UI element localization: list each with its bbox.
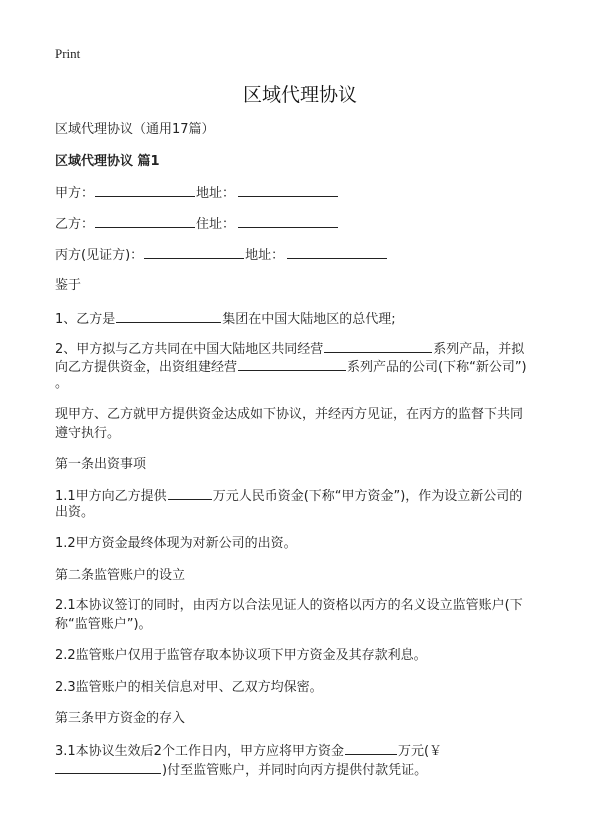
whereas-label: 鉴于 [55, 278, 82, 293]
party-c-line [55, 244, 388, 266]
party-a-name-blank [95, 182, 195, 197]
party-a-line [55, 182, 339, 204]
party-a-address-blank [238, 182, 338, 197]
deposit-amount-blank [345, 740, 397, 755]
party-c-address-blank [287, 244, 387, 259]
a1c1-post: 万元人民币资金(下称“甲方资金”)，作为设立新公司的 [212, 489, 523, 504]
article-1-clause-1-line-2: 出资。 [55, 505, 95, 520]
product-blank-2 [238, 356, 346, 371]
article-2-clause-2: 2.2监管账户仅用于监管存取本协议项下甲方资金及其存款利息。 [55, 648, 427, 663]
clause-2-l1-pre: 2、甲方拟与乙方共同在中国大陆地区共同经营 [55, 342, 324, 357]
document-title: 区域代理协议 [242, 84, 357, 106]
clause-1 [55, 308, 396, 330]
subtitle: 区域代理协议（通用17篇） [55, 122, 215, 137]
clause-1-pre: 1、乙方是 [55, 312, 116, 327]
party-c-name-blank [144, 244, 244, 259]
clause-2-l2-post: 系列产品的公司(下称“新公司”) [347, 360, 527, 375]
article-2-clause-1-line-1: 2.1本协议签订的同时，由丙方以合法见证人的资格以丙方的名义设立监管账户(下 [55, 598, 523, 613]
party-b-line [55, 213, 339, 235]
clause-1-post: 集团在中国大陆地区的总代理; [222, 312, 396, 327]
article-1-clause-1 [55, 485, 522, 507]
party-c-label: 丙方(见证方)： [55, 248, 144, 263]
article-2-clause-3: 2.3监管账户的相关信息对甲、乙双方均保密。 [55, 680, 323, 695]
clause-2-line-3: 。 [55, 376, 69, 391]
product-blank-1 [324, 338, 432, 353]
party-a-label: 甲方： [55, 186, 95, 201]
a1c1-pre: 1.1甲方向乙方提供 [55, 489, 167, 504]
a3c1-pre: 3.1本协议生效后2个工作日内，甲方应将甲方资金 [55, 744, 344, 759]
section-heading: 区域代理协议 篇1 [55, 154, 160, 169]
article-2-heading: 第二条监管账户的设立 [55, 568, 186, 583]
party-a-address-label: 地址： [196, 186, 236, 201]
party-b-name-blank [95, 213, 195, 228]
article-3-heading: 第三条甲方资金的存入 [55, 711, 186, 726]
preamble-line-2: 遵守执行。 [55, 426, 121, 441]
party-b-address-label: 住址： [196, 217, 236, 232]
a3c1-post: 万元(￥ [397, 744, 443, 759]
party-b-address-blank [238, 213, 338, 228]
party-b-label: 乙方： [55, 217, 95, 232]
clause-2-l2-pre: 向乙方提供资金，出资组建经营 [55, 360, 238, 375]
preamble-line-1: 现甲方、乙方就甲方提供资金达成如下协议，并经丙方见证，在丙方的监督下共同 [55, 407, 524, 422]
clause-2-l1-post: 系列产品，并拟 [433, 342, 525, 357]
group-blank [116, 308, 221, 323]
article-2-clause-1-line-2: 称“监管账户”)。 [55, 617, 152, 632]
clause-2-line-2 [55, 356, 527, 378]
party-c-address-label: 地址： [245, 248, 285, 263]
article-1-heading: 第一条出资事项 [55, 457, 147, 472]
yuan-amount-blank [55, 759, 161, 774]
article-1-clause-2: 1.2甲方资金最终体现为对新公司的出资。 [55, 536, 297, 551]
print-label: Print [55, 46, 81, 61]
amount-blank [168, 485, 212, 500]
a3c1-l2-post: )付至监管账户，并同时向丙方提供付款凭证。 [162, 763, 428, 778]
article-3-clause-1-line-2 [55, 759, 427, 781]
